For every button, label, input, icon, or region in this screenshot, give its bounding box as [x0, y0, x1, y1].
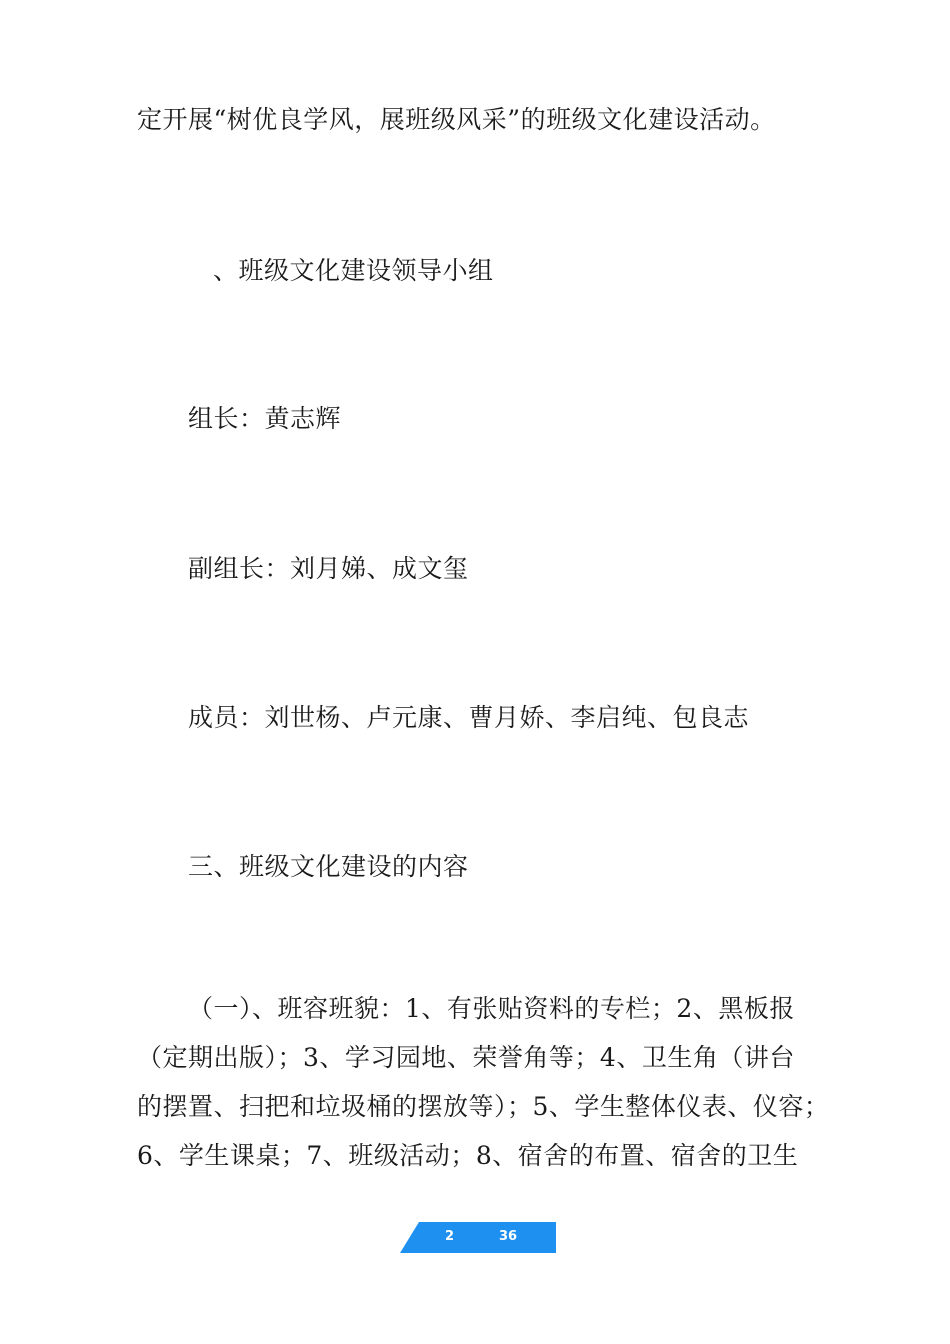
- total-pages-number: 36: [499, 1229, 518, 1244]
- section-heading-leadership: 、班级文化建设领导小组: [213, 256, 494, 285]
- paragraph-line: 的摆置、扫把和垃圾桶的摆放等）；5、学生整体仪表、仪容；: [137, 1092, 830, 1121]
- paragraph-line: （一）、班容班貌：1、有张贴资料的专栏；2、黑板报: [188, 994, 795, 1023]
- page-indicator-background: [400, 1222, 556, 1253]
- page-indicator: [400, 1222, 556, 1253]
- section-heading-content: 三、班级文化建设的内容: [188, 852, 469, 881]
- intro-line: 定开展“树优良学风，展班级风采”的班级文化建设活动。: [137, 105, 776, 134]
- paragraph-line: 6、学生课桌；7、班级活动；8、宿舍的布置、宿舍的卫生: [137, 1141, 799, 1170]
- deputy-leader-line: 副组长：刘月娣、成文玺: [188, 554, 469, 583]
- content-paragraph: [137, 996, 837, 1192]
- paragraph-line: （定期出版）；3、学习园地、荣誉角等；4、卫生角（讲台: [137, 1043, 795, 1072]
- current-page-number: 2: [445, 1229, 455, 1244]
- leader-line: 组长：黄志辉: [188, 404, 342, 433]
- members-line: 成员：刘世杨、卢元康、曹月娇、李启纯、包良志: [188, 703, 750, 732]
